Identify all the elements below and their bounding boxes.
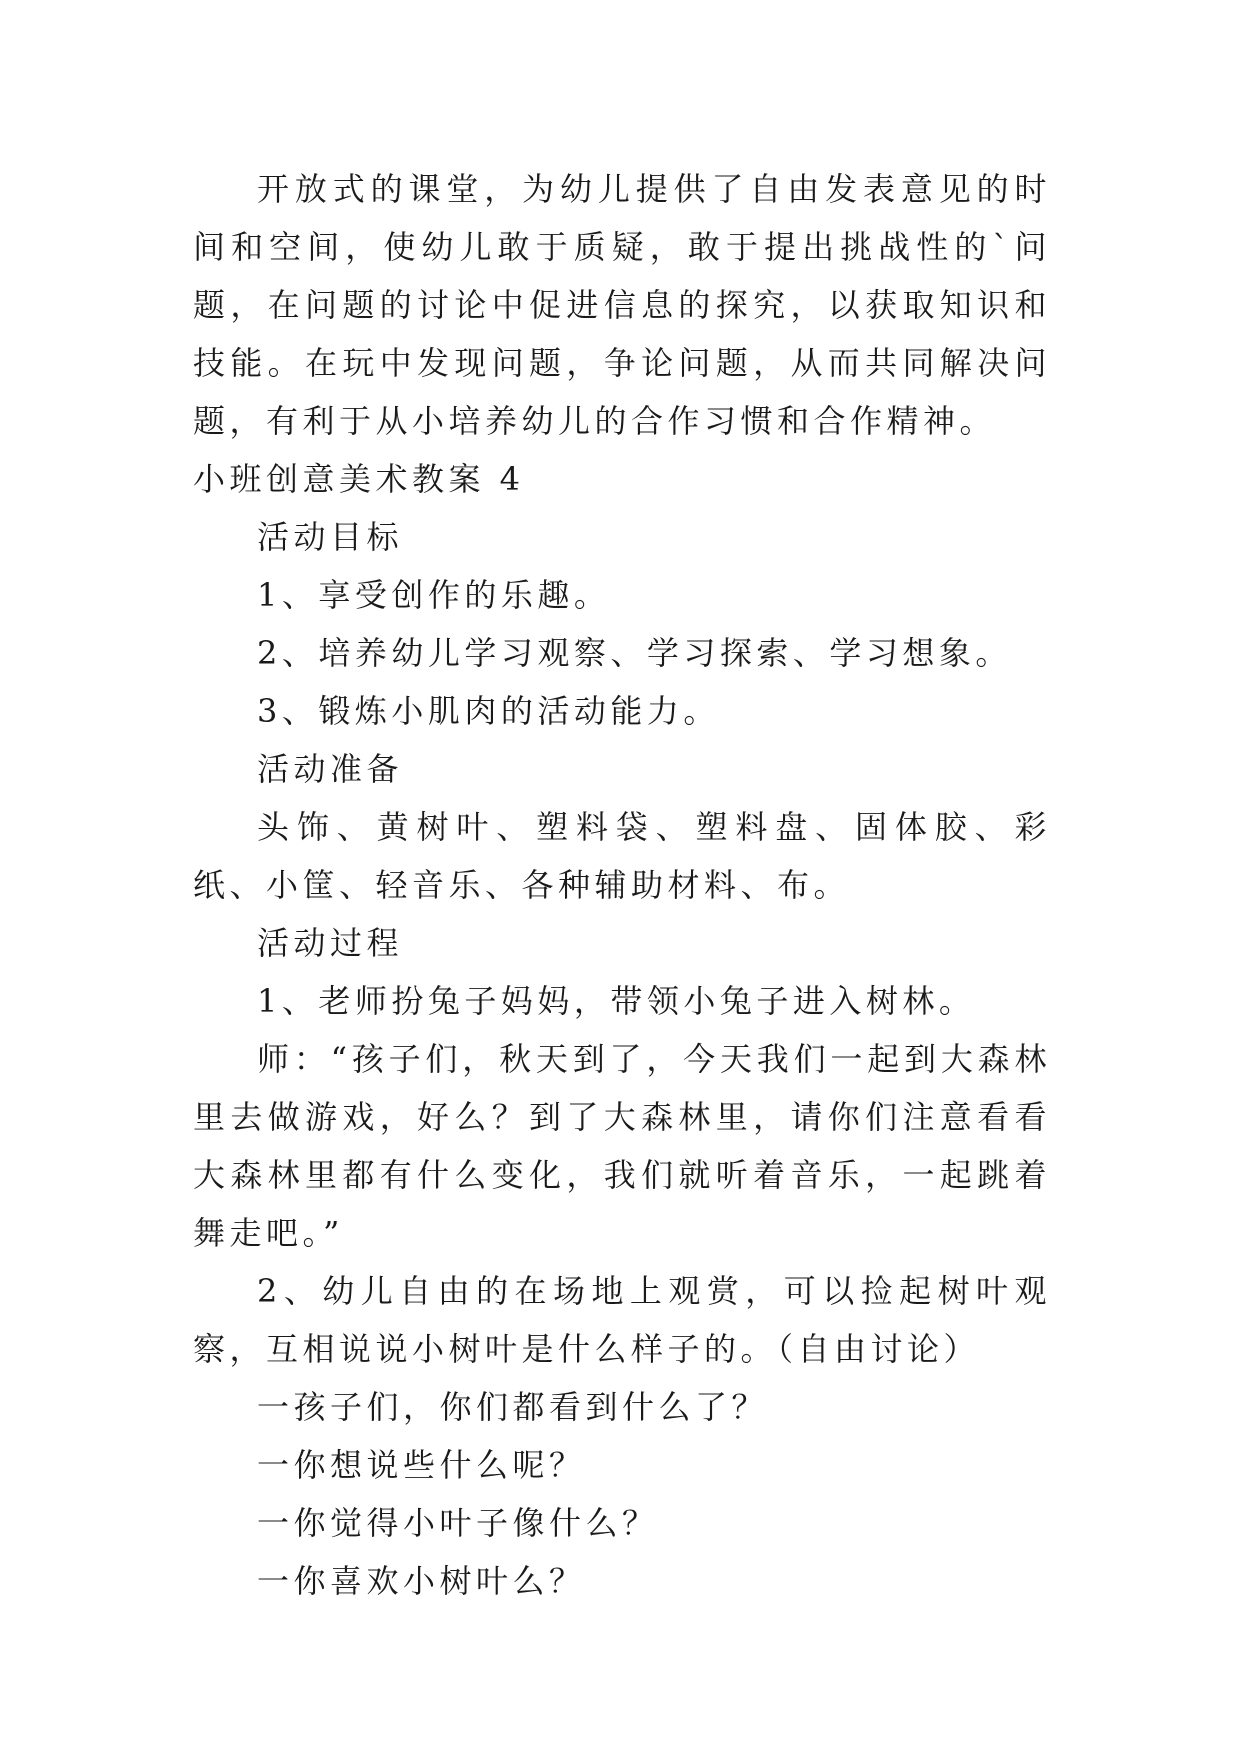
intro-paragraph: 开放式的课堂，为幼儿提供了自由发表意见的时间和空间，使幼儿敢于质疑，敢于提出挑战性的`问题，在问题的讨论中促进信息的探究，以获取知识和技能。在玩中发现问题，争论问题，从而共同解决问题，有利于从小培养幼儿的合作习惯和合作精神。 xyxy=(193,170,1051,440)
subheading-activity-goals: 活动目标 xyxy=(257,518,404,556)
section-heading: 小班创意美术教案 4 xyxy=(193,460,525,498)
goal-item-3: 3、锻炼小肌肉的活动能力。 xyxy=(257,692,720,730)
process-step-1: 1、老师扮兔子妈妈，带领小兔子进入树林。 xyxy=(257,982,976,1020)
document-body xyxy=(193,160,1051,1610)
question-3: 一你觉得小叶子像什么？ xyxy=(257,1504,659,1542)
process-step-2: 2、幼儿自由的在场地上观赏，可以捡起树叶观察，互相说说小树叶是什么样子的。（自由讨论） xyxy=(193,1272,1051,1368)
question-1: 一孩子们，你们都看到什么了？ xyxy=(257,1388,769,1426)
goal-item-2: 2、培养幼儿学习观察、学习探索、学习想象。 xyxy=(257,634,1012,672)
question-2: 一你想说些什么呢？ xyxy=(257,1446,586,1484)
subheading-activity-process: 活动过程 xyxy=(257,924,404,962)
subheading-activity-preparation: 活动准备 xyxy=(257,750,404,788)
teacher-dialogue: 师：“孩子们，秋天到了，今天我们一起到大森林里去做游戏，好么？到了大森林里，请你们注意看看大森林里都有什么变化，我们就听着音乐，一起跳着舞走吧。” xyxy=(193,1040,1051,1252)
preparation-materials: 头饰、黄树叶、塑料袋、塑料盘、固体胶、彩纸、小筐、轻音乐、各种辅助材料、布。 xyxy=(193,808,1051,904)
question-4: 一你喜欢小树叶么？ xyxy=(257,1562,586,1600)
goal-item-1: 1、享受创作的乐趣。 xyxy=(257,576,611,614)
